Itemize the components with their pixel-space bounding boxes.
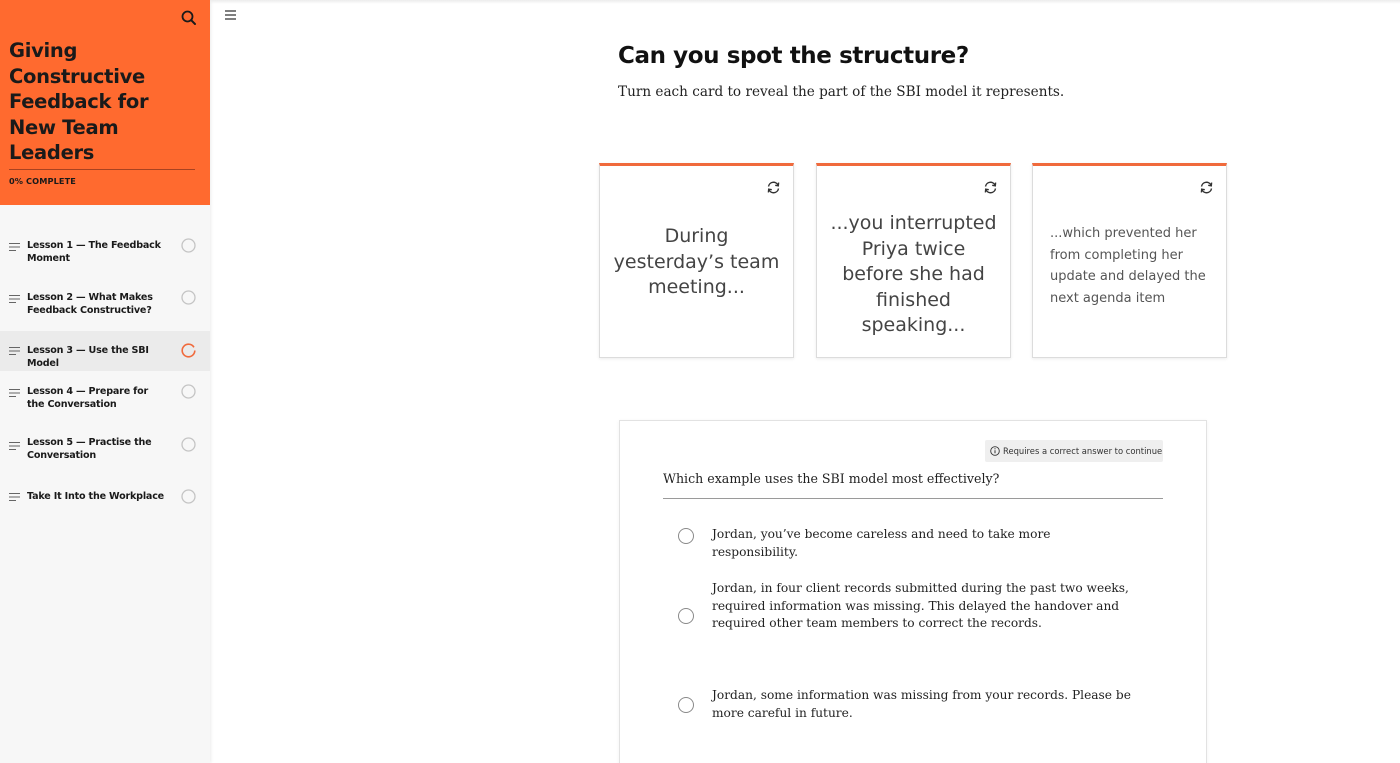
flashcard-1[interactable] <box>599 163 794 358</box>
sidebar-item-lesson-3[interactable] <box>0 331 210 371</box>
requirement-badge <box>985 440 1163 462</box>
radio-button[interactable] <box>678 697 694 713</box>
quiz-option-2[interactable] <box>678 579 1148 635</box>
sidebar-item-lesson-4[interactable] <box>0 378 210 418</box>
flashcard-text: ...which prevented her from completing her update and delayed the next agenda item <box>1050 226 1206 306</box>
page-title: Can you spot the structure? <box>618 43 969 69</box>
status-circle-icon <box>181 489 196 504</box>
flashcard-3[interactable] <box>1032 163 1227 358</box>
status-circle-icon <box>181 290 196 305</box>
lesson-lines-icon <box>9 295 20 303</box>
option-text: Jordan, in four client records submitted during the past two weeks, required information was missing. This delayed the handover and required other team members to correct the records. <box>712 581 1129 631</box>
status-circle-icon <box>181 437 196 452</box>
quiz-block <box>619 420 1207 763</box>
info-icon <box>990 446 1000 456</box>
topbar-shadow <box>210 0 1400 4</box>
sidebar-item-lesson-1[interactable] <box>0 232 210 272</box>
page-subtitle: Turn each card to reveal the part of the SBI model it represents. <box>618 84 1065 100</box>
quiz-option-1[interactable] <box>678 525 1148 559</box>
sidebar-item-label: Lesson 3 — Use the SBI Model <box>27 345 149 369</box>
lesson-lines-icon <box>9 389 20 397</box>
course-progress-text: 0% COMPLETE <box>9 176 76 186</box>
radio-button[interactable] <box>678 608 694 624</box>
sidebar-item-lesson-2[interactable] <box>0 284 210 324</box>
lesson-lines-icon <box>9 347 20 355</box>
lesson-lines-icon <box>9 493 20 501</box>
status-circle-icon <box>181 384 196 399</box>
sidebar-item-label: Lesson 2 — What Makes Feedback Constructive? <box>27 292 153 316</box>
search-icon[interactable] <box>180 9 198 27</box>
question-divider <box>663 498 1163 499</box>
sidebar-item-take-it-into-workplace[interactable] <box>0 483 210 511</box>
sidebar-item-lesson-5[interactable] <box>0 431 210 471</box>
sidebar-item-label: Lesson 4 — Prepare for the Conversation <box>27 386 149 410</box>
radio-button[interactable] <box>678 528 694 544</box>
option-text: Jordan, you’ve become careless and need to take more responsibility. <box>712 527 1051 559</box>
flip-icon[interactable] <box>983 180 998 195</box>
flashcard-text: During yesterday’s team meeting... <box>613 225 780 298</box>
sidebar-header <box>0 0 210 205</box>
quiz-option-3[interactable] <box>678 686 1148 726</box>
flip-icon[interactable] <box>1199 180 1214 195</box>
option-text: Jordan, some information was missing from your records. Please be more careful in future. <box>712 688 1131 720</box>
sidebar-item-label: Lesson 1 — The Feedback Moment <box>27 240 161 264</box>
sidebar-item-label: Take It Into the Workplace <box>27 491 164 502</box>
course-sidebar <box>0 0 210 763</box>
quiz-question: Which example uses the SBI model most effectively? <box>663 471 1000 486</box>
menu-toggle-icon[interactable] <box>225 10 236 20</box>
header-divider <box>9 169 195 170</box>
lesson-lines-icon <box>9 442 20 450</box>
in-progress-icon <box>181 343 196 358</box>
lesson-lines-icon <box>9 243 20 251</box>
flashcard-2[interactable] <box>816 163 1011 358</box>
status-circle-icon <box>181 238 196 253</box>
flip-icon[interactable] <box>766 180 781 195</box>
requirement-text: Requires a correct answer to continue <box>1003 446 1163 456</box>
flashcard-text: ...you interrupted Priya twice before she had finished speaking... <box>830 212 997 336</box>
course-title: Giving Constructive Feedback for New Team Leaders <box>9 39 149 164</box>
sidebar-item-label: Lesson 5 — Practise the Conversation <box>27 437 152 461</box>
